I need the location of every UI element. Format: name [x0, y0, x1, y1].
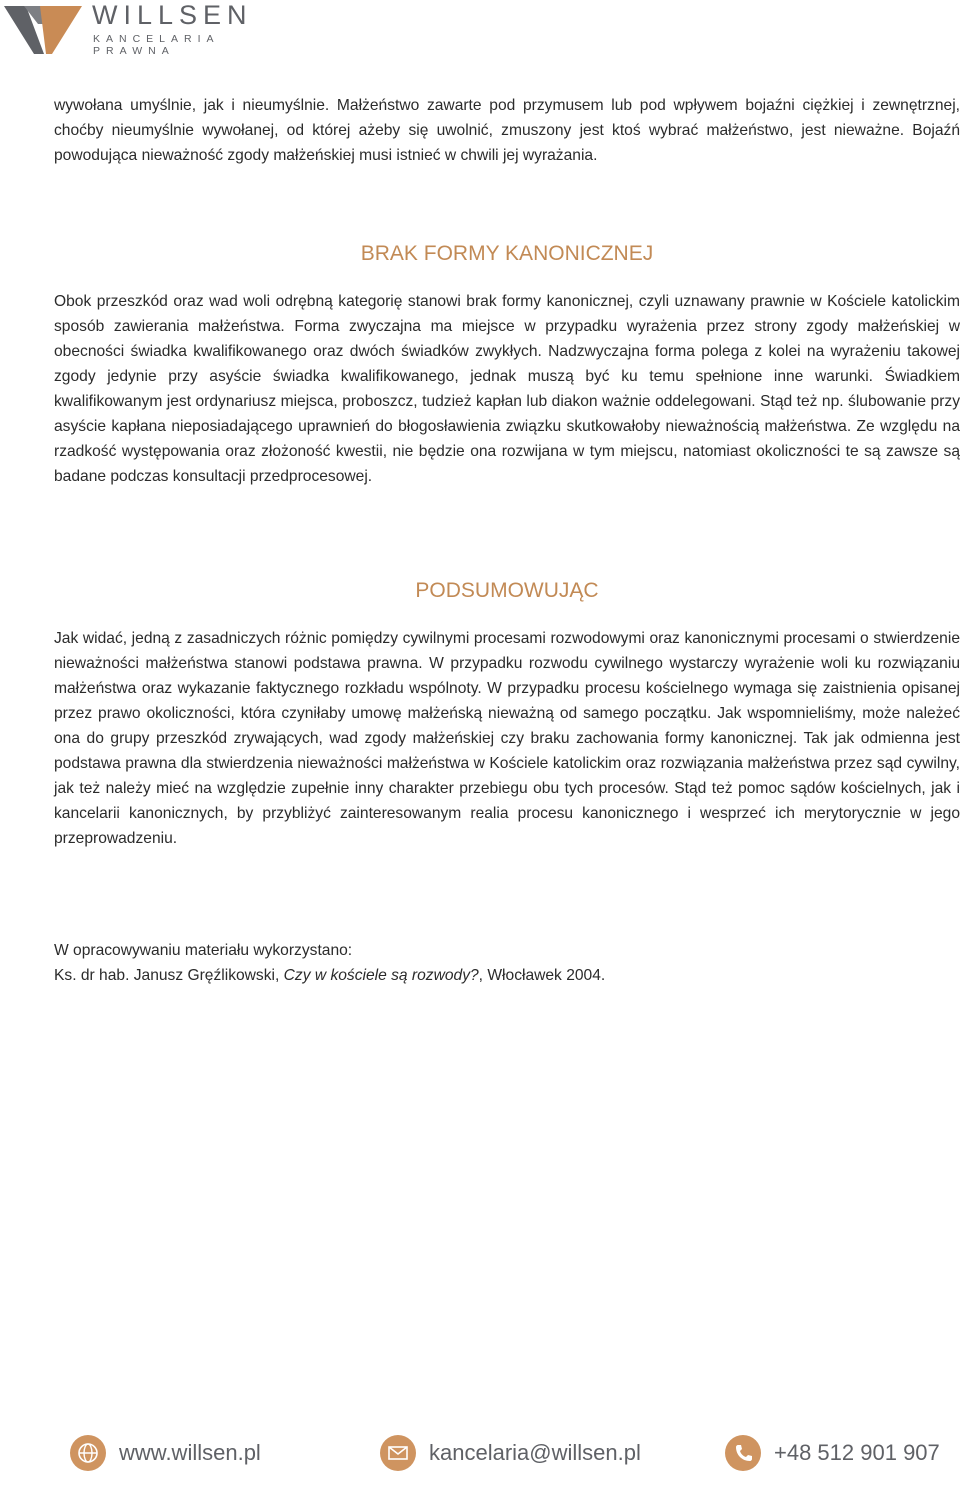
footer-phone-text[interactable]: +48 512 901 907 [774, 1440, 940, 1465]
page-header [0, 0, 960, 60]
logo-subtitle-line1: KANCELARIA [93, 33, 220, 45]
reference-title: Czy w kościele są rozwody? [283, 967, 479, 984]
paragraph-fear-coercion: wywołana umyślnie, jak i nieumyślnie. Małżeństwo zawarte pod przymusem lub pod wpływem bojaźni ciężkiej i zewnętrznej, choćby nieumyślnie wywołanej, od której ażeby się uwolnić, zmuszony jest ktoś wybrać małżeństwo, jest nieważne. Bojaźń powodująca nieważność zgody małżeńskiej musi istnieć w chwili jej wyrażania. [54, 97, 960, 164]
heading-summary: PODSUMOWUJĄC [415, 579, 599, 602]
page-footer [0, 1420, 960, 1486]
logo-subtitle-line2: PRAWNA [93, 45, 175, 57]
phone-icon [725, 1435, 761, 1471]
footer-email[interactable] [380, 1434, 641, 1472]
footer-website-text[interactable]: www.willsen.pl [119, 1440, 261, 1465]
footer-phone[interactable] [725, 1434, 940, 1472]
reference-author: Ks. dr hab. Janusz Gręźlikowski, [54, 967, 284, 984]
mail-icon [380, 1435, 416, 1471]
paragraph-canonical-form: Obok przeszkód oraz wad woli odrębną kategorię stanowi brak formy kanonicznej, czyli uznawany prawnie w Kościele katolickim sposób zawierania małżeństwa. Forma zwyczajna ma miejsce w przypadku wyrażenia przez strony zgody małżeńskiej w obecności świadka kwalifikowanego oraz dwóch świadków zwykłych. Nadzwyczajna forma polega z kolei na wyrażeniu takowej zgody jedynie przy asyście świadka kwalifikowanego, jednak muszą być ku temu spełnione inne warunki. Świadkiem kwalifikowanym jest ordynariusz miejsca, proboszcz, tudzież kapłan lub diakon ważnie oddelegowani. Stąd też np. ślubowanie przy asyście kapłana nieposiadającego uprawnień do błogosławienia związku skutkowałoby nieważnością małżeństwa. Ze względu na rzadkość występowania oraz złożoność kwestii, nie będzie ona rozwijana w tym miejscu, natomiast okoliczności te są zawsze są badane podczas konsultacji przedprocesowej. [54, 293, 960, 485]
heading-canonical-form: BRAK FORMY KANONICZNEJ [360, 242, 654, 265]
willsen-logo-icon [4, 2, 84, 56]
references-intro: W opracowywaniu materiału wykorzystano: [54, 942, 353, 959]
reference-place-year: , Włocławek 2004. [478, 967, 606, 984]
globe-icon [70, 1435, 106, 1471]
paragraph-summary: Jak widać, jedną z zasadniczych różnic pomiędzy cywilnymi procesami rozwodowymi oraz kanonicznymi procesami o stwierdzenie nieważności małżeństwa stanowi podstawa prawna. W przypadku rozwodu cywilnego wystarczy wyrażenie woli ku rozwiązaniu małżeństwa oraz wykazanie faktycznego rozkładu wspólnoty. W przypadku procesu kościelnego wymaga się zaistnienia opisanej przez prawo okoliczności, która czyniłaby umowę małżeńską nieważną od samego początku. Jak wspomnieliśmy, może należeć ona do grupy przeszkód zrywających, wad zgody małżeńskiej czy braku zachowania formy kanonicznej. Tak jak odmienna jest podstawa prawna dla stwierdzenia nieważności małżeństwa w Kościele katolickim oraz rozwiązania małżeństwa przez sąd cywilny, jak też należy mieć na względzie zupełnie inny charakter przebiegu obu tych procesów. Stąd też pomoc sądów kościelnych, jak i kancelarii kanonicznych, by przybliżyć zainteresowanym realia procesu kanonicznego i wesprzeć ich merytorycznie w jego przeprowadzeniu. [54, 630, 960, 847]
footer-email-text[interactable]: kancelaria@willsen.pl [429, 1440, 641, 1465]
logo-brand-name: WILLSEN [92, 0, 253, 30]
references [54, 938, 960, 988]
footer-website[interactable] [70, 1434, 261, 1472]
reference-entry [54, 963, 960, 988]
